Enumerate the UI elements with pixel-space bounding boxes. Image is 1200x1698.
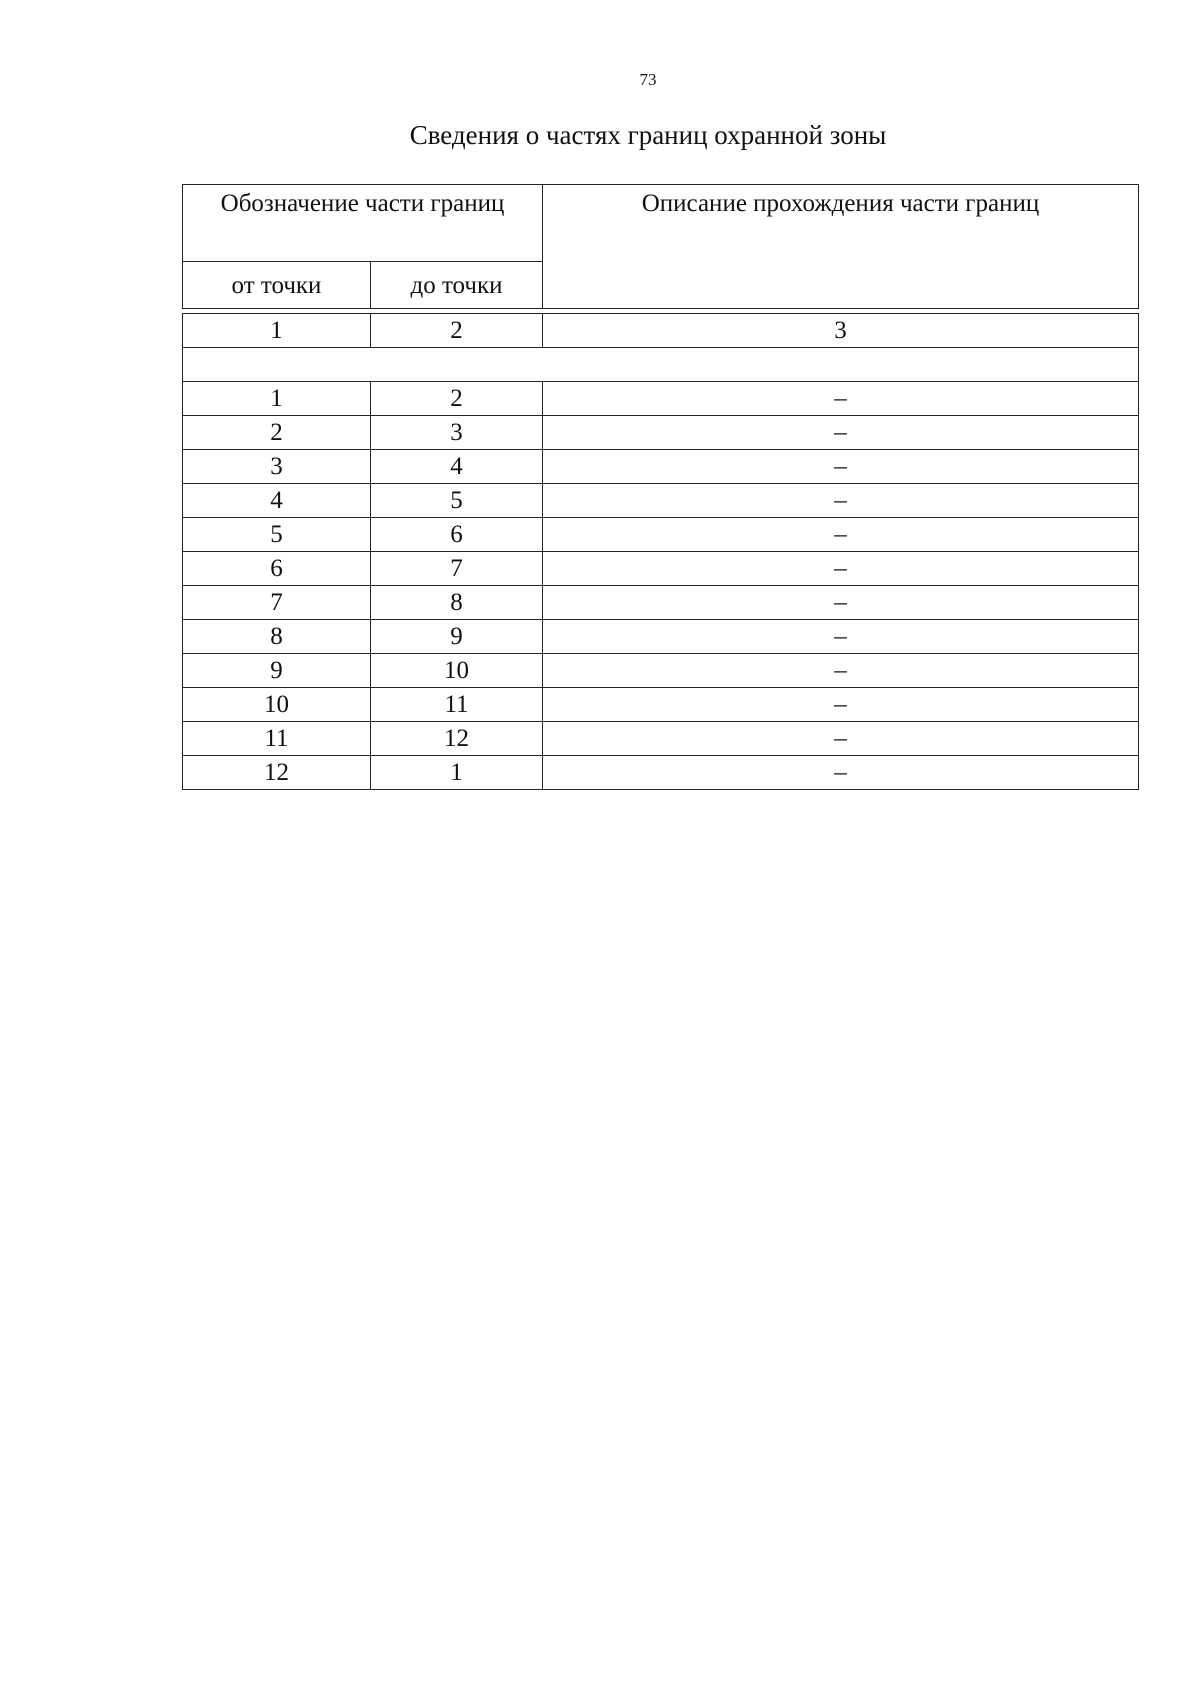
from-point-cell: 6 xyxy=(183,552,371,586)
description-cell: – xyxy=(543,382,1139,416)
header-to-point: до точки xyxy=(371,262,543,309)
column-number-row xyxy=(183,314,1139,348)
description-cell: – xyxy=(543,552,1139,586)
blank-cell xyxy=(183,348,1139,382)
table-row xyxy=(183,416,1139,450)
table-row xyxy=(183,552,1139,586)
description-cell: – xyxy=(543,450,1139,484)
from-point-cell: 5 xyxy=(183,518,371,552)
to-point-cell: 10 xyxy=(371,654,543,688)
document-title: Сведения о частях границ охранной зоны xyxy=(409,120,887,150)
from-point-cell: 11 xyxy=(183,722,371,756)
description-cell: – xyxy=(543,518,1139,552)
to-point-cell: 12 xyxy=(371,722,543,756)
table-row xyxy=(183,450,1139,484)
to-point-cell: 3 xyxy=(371,416,543,450)
to-point-cell: 2 xyxy=(371,382,543,416)
description-cell: – xyxy=(543,484,1139,518)
from-point-cell: 9 xyxy=(183,654,371,688)
description-cell: – xyxy=(543,620,1139,654)
to-point-cell: 1 xyxy=(371,756,543,790)
page-number: 73 xyxy=(639,70,657,89)
table-row xyxy=(183,620,1139,654)
to-point-cell: 4 xyxy=(371,450,543,484)
description-cell: – xyxy=(543,756,1139,790)
from-point-cell: 3 xyxy=(183,450,371,484)
table-row xyxy=(183,484,1139,518)
header-boundary-description: Описание прохождения части границ xyxy=(543,185,1139,309)
column-number: 1 xyxy=(183,314,371,348)
from-point-cell: 4 xyxy=(183,484,371,518)
from-point-cell: 7 xyxy=(183,586,371,620)
column-number: 3 xyxy=(543,314,1139,348)
to-point-cell: 7 xyxy=(371,552,543,586)
table-row xyxy=(183,518,1139,552)
to-point-cell: 11 xyxy=(371,688,543,722)
from-point-cell: 2 xyxy=(183,416,371,450)
from-point-cell: 1 xyxy=(183,382,371,416)
table-body xyxy=(182,313,1139,790)
description-cell: – xyxy=(543,654,1139,688)
from-point-cell: 12 xyxy=(183,756,371,790)
to-point-cell: 9 xyxy=(371,620,543,654)
table-row xyxy=(183,688,1139,722)
to-point-cell: 8 xyxy=(371,586,543,620)
blank-row xyxy=(183,348,1139,382)
table-row xyxy=(183,756,1139,790)
description-cell: – xyxy=(543,416,1139,450)
to-point-cell: 6 xyxy=(371,518,543,552)
table-row xyxy=(183,382,1139,416)
description-cell: – xyxy=(543,586,1139,620)
from-point-cell: 10 xyxy=(183,688,371,722)
description-cell: – xyxy=(543,722,1139,756)
table-row xyxy=(183,654,1139,688)
description-cell: – xyxy=(543,688,1139,722)
header-boundary-designation: Обозначение части границ xyxy=(183,185,543,262)
table-row xyxy=(183,722,1139,756)
to-point-cell: 5 xyxy=(371,484,543,518)
table-row xyxy=(183,586,1139,620)
header-from-point: от точки xyxy=(183,262,371,309)
boundary-parts-table xyxy=(182,184,1138,790)
column-number: 2 xyxy=(371,314,543,348)
table-header xyxy=(182,184,1139,309)
from-point-cell: 8 xyxy=(183,620,371,654)
